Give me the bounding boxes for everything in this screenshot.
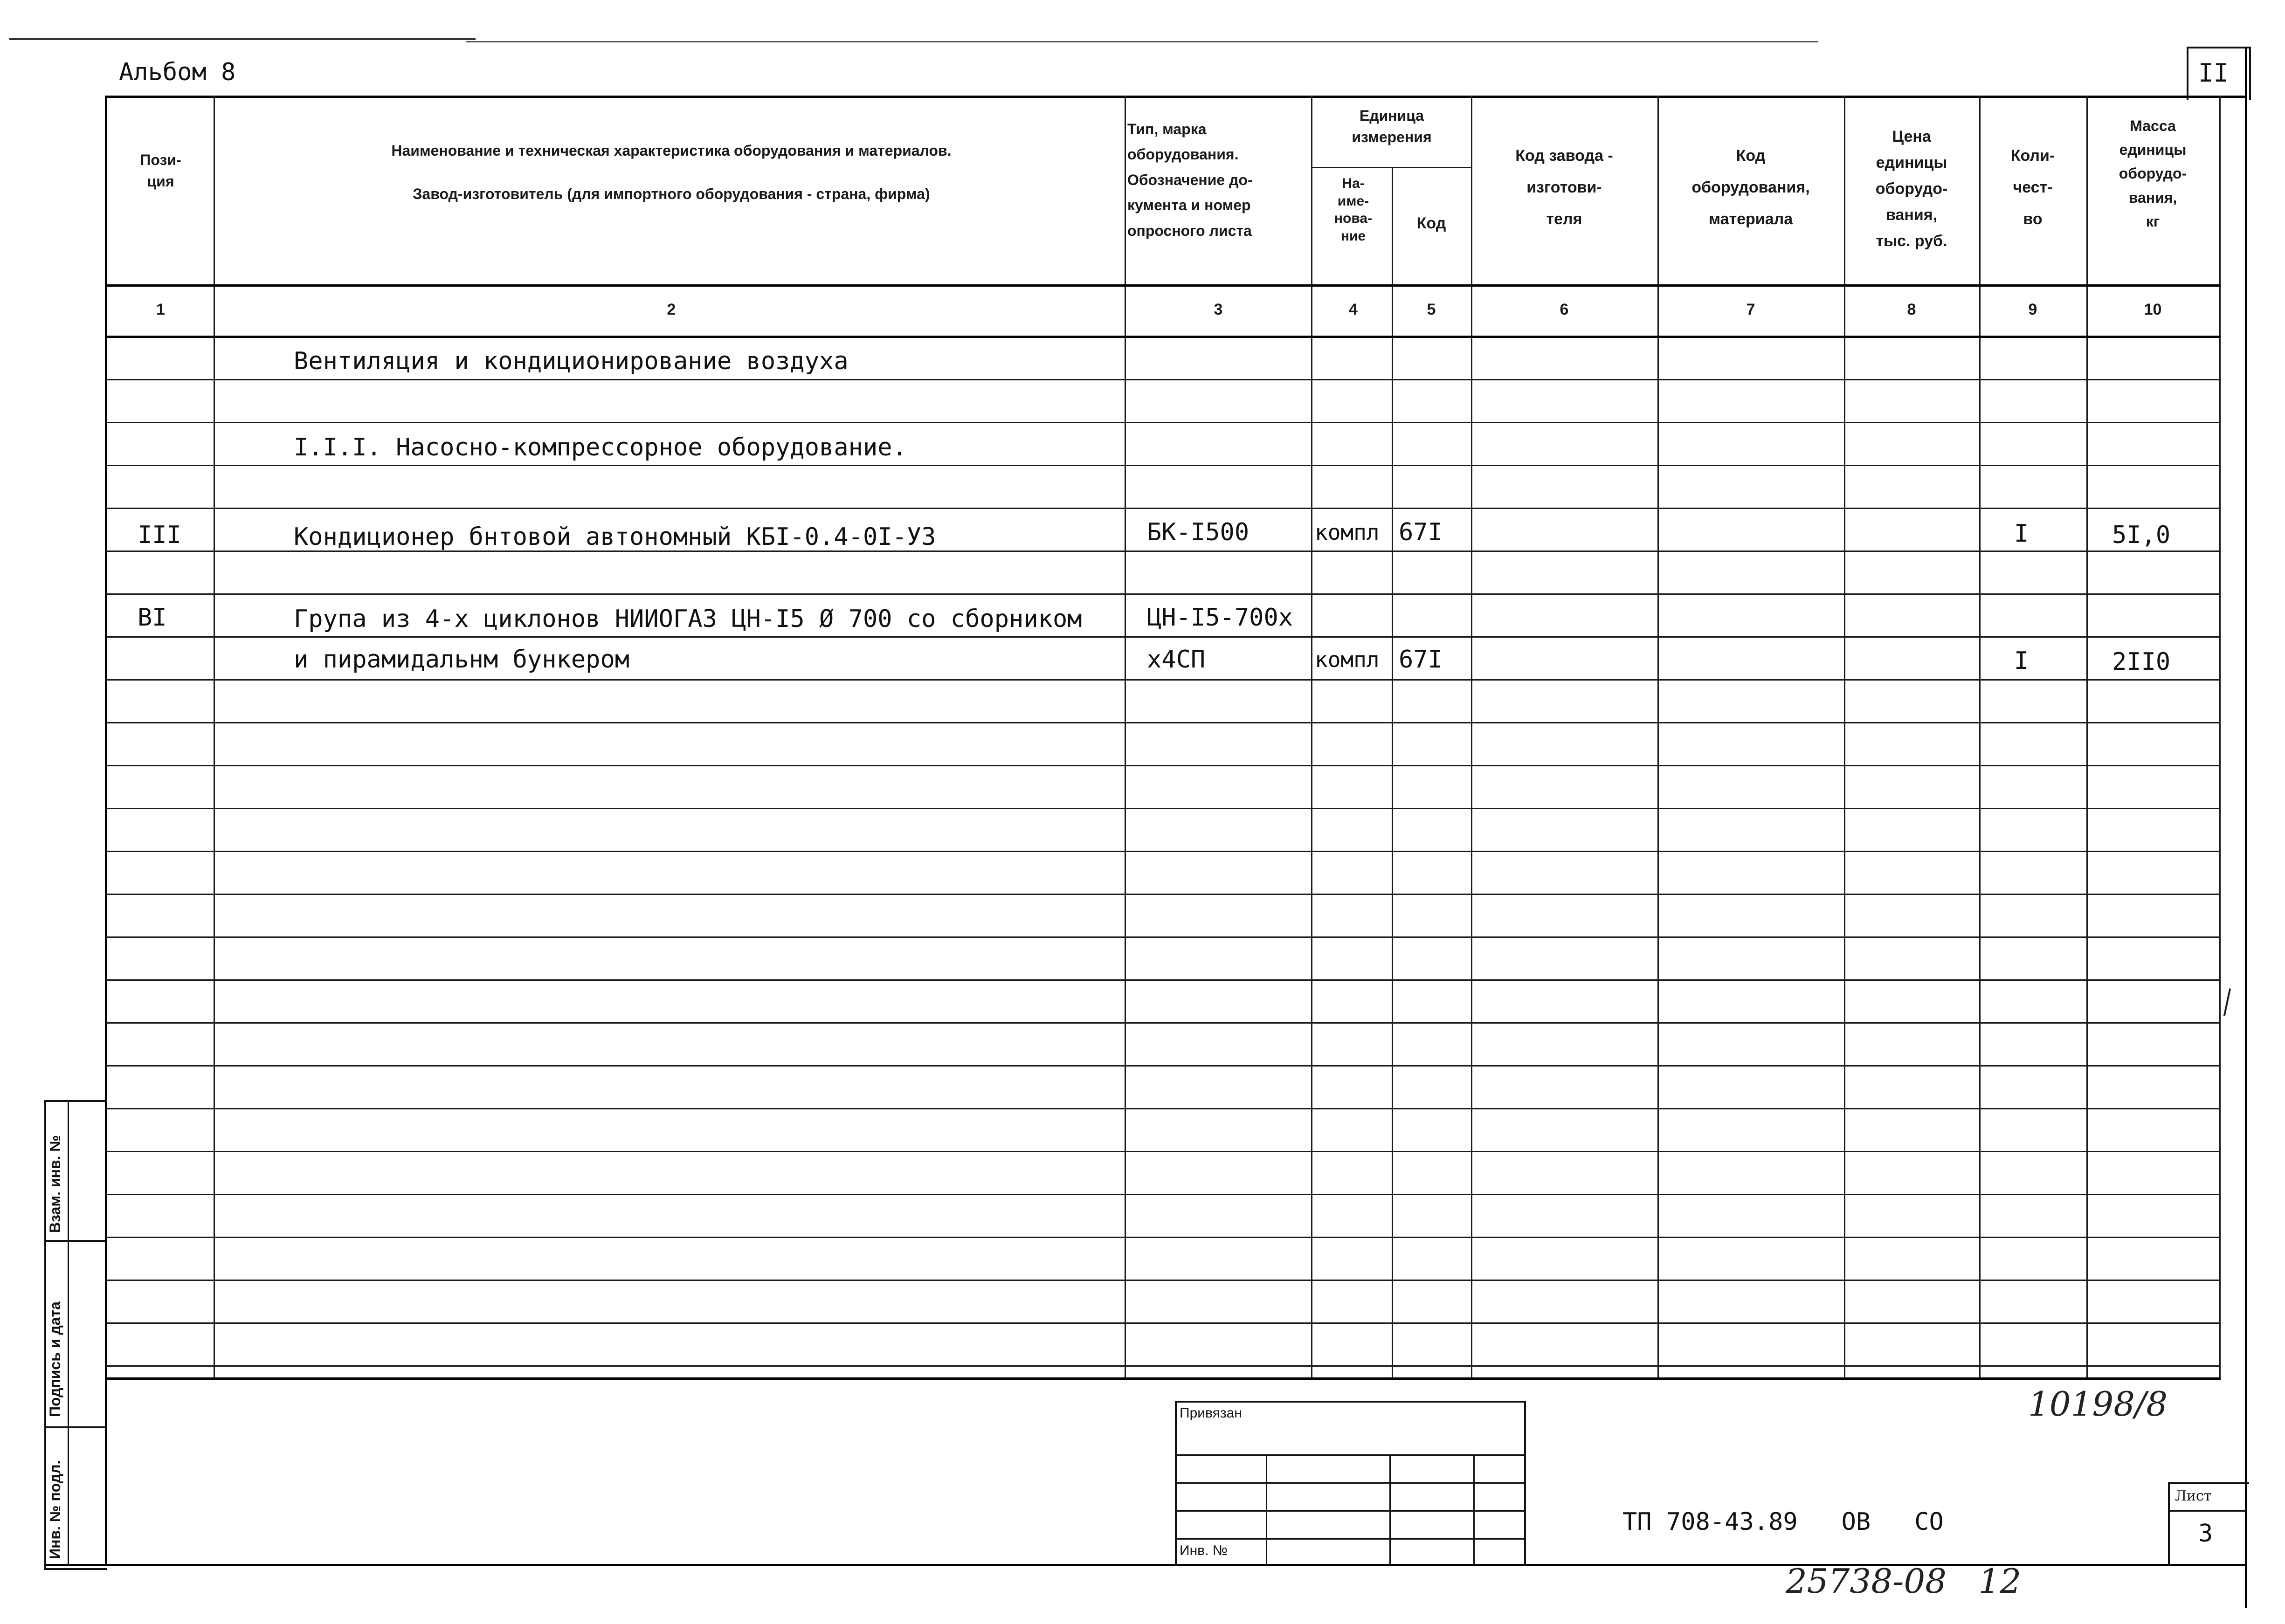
row-3-name: Кондиционер бнтовой автономный КБI-0.4-0I-У3 bbox=[294, 523, 936, 551]
col-num-9: 9 bbox=[2028, 301, 2037, 318]
row-3-pos: III bbox=[138, 521, 181, 549]
col-num-4: 4 bbox=[1349, 301, 1358, 318]
col-header-6: Код завода - изготови- теля bbox=[1515, 147, 1613, 228]
row-rule bbox=[106, 508, 2221, 509]
sheet-label: Лист bbox=[2175, 1488, 2212, 1504]
row-subsection-title: I.I.I. Насосно-компрессорное оборудование. bbox=[294, 434, 907, 461]
col-num-2: 2 bbox=[667, 301, 676, 318]
privyazan-hline-3 bbox=[1175, 1510, 1524, 1512]
document-code: ТП 708-43.89 ОВ СО bbox=[1622, 1508, 1944, 1536]
col-num-6: 6 bbox=[1560, 301, 1569, 318]
col-header-2: Наименование и техническая характеристика оборудования и материалов. Завод-изготовитель (для импортного оборудования - страна, фирма) bbox=[391, 142, 952, 202]
col-num-3: 3 bbox=[1214, 301, 1223, 318]
row-rule bbox=[106, 722, 2221, 723]
col-num-10: 10 bbox=[2144, 301, 2162, 318]
row-5-code: 67I bbox=[1399, 646, 1443, 674]
privyazan-vline-1 bbox=[1266, 1454, 1267, 1564]
column-divider bbox=[1311, 96, 1312, 1377]
col-header-5: Код bbox=[1416, 214, 1446, 232]
col-header-9: Коли- чест- во bbox=[2010, 147, 2055, 228]
side-stamp-inv: Инв. № подл. bbox=[47, 1460, 63, 1559]
row-rule bbox=[106, 851, 2221, 852]
frame-right bbox=[2245, 47, 2247, 1608]
col-num-5: 5 bbox=[1427, 301, 1436, 318]
row-rule bbox=[106, 894, 2221, 895]
row-rule bbox=[106, 1322, 2221, 1324]
column-divider bbox=[214, 96, 215, 1377]
col-header-1: Пози- ция bbox=[140, 151, 181, 190]
top-stray-line-2 bbox=[466, 41, 1818, 42]
row-4-pos: BI bbox=[138, 604, 167, 632]
side-stamp-vzam: Взам. инв. № bbox=[47, 1135, 63, 1233]
row-5-name: и пирамидальнм бункером bbox=[294, 646, 630, 674]
col-header-3: Тип, марка оборудования. Обозначение до- кумента и номер опросного листа bbox=[1127, 121, 1253, 239]
header-rule bbox=[106, 336, 2221, 338]
row-rule bbox=[106, 1065, 2221, 1067]
row-3-qty: I bbox=[2014, 520, 2029, 548]
col-num-1: 1 bbox=[156, 301, 165, 318]
column-divider bbox=[2219, 96, 2221, 1377]
inv-no-label: Инв. № bbox=[1180, 1543, 1228, 1558]
column-divider bbox=[1125, 96, 1126, 1377]
row-rule bbox=[106, 1280, 2221, 1281]
sheet-box-divider bbox=[2168, 1510, 2247, 1512]
row-rule bbox=[106, 593, 2221, 595]
corner-sheet-number: II bbox=[2198, 58, 2229, 88]
privyazan-label: Привязан bbox=[1180, 1405, 1242, 1421]
col-header-4: На- име- нова- ние bbox=[1334, 176, 1373, 244]
row-rule bbox=[106, 936, 2221, 938]
row-rule bbox=[106, 1151, 2221, 1152]
body-bottom-rule bbox=[106, 1377, 2221, 1380]
unit-group-divider bbox=[1311, 167, 1472, 168]
row-rule bbox=[106, 1237, 2221, 1238]
row-rule bbox=[106, 465, 2221, 466]
row-rule bbox=[106, 1022, 2221, 1024]
row-3-code: 67I bbox=[1399, 518, 1443, 546]
row-rule bbox=[106, 979, 2221, 981]
row-rule bbox=[106, 1365, 2221, 1367]
row-rule bbox=[106, 422, 2221, 423]
column-divider bbox=[1471, 96, 1472, 1377]
frame-top bbox=[105, 96, 2247, 98]
side-stamp-divider-1 bbox=[44, 1240, 105, 1242]
row-section-title: Вентиляция и кондиционирование воздуха bbox=[294, 347, 849, 375]
row-5-qty: I bbox=[2014, 647, 2029, 675]
row-rule bbox=[106, 765, 2221, 766]
album-label: Альбом 8 bbox=[119, 58, 236, 86]
col-num-8: 8 bbox=[1907, 301, 1916, 318]
row-rule bbox=[106, 1108, 2221, 1109]
row-3-type: БК-I500 bbox=[1147, 518, 1250, 546]
stray-mark bbox=[2223, 988, 2231, 1016]
col-header-8: Цена единицы оборудо- вания, тыс. руб. bbox=[1875, 128, 1948, 250]
side-stamp-signature: Подпись и дата bbox=[47, 1301, 63, 1417]
row-4-name: Група из 4-х циклонов НИИОГАЗ ЦН-I5 Ø 700 со сборником bbox=[294, 605, 1082, 633]
column-divider bbox=[2086, 96, 2088, 1377]
row-5-unit: компл bbox=[1315, 647, 1380, 672]
col-header-7: Код оборудования, материала bbox=[1691, 147, 1810, 228]
privyazan-vline-2 bbox=[1389, 1454, 1391, 1564]
unit-group-header: Единица измерения bbox=[1352, 107, 1432, 146]
header-rule bbox=[106, 284, 2221, 287]
row-4-type: ЦН-I5-700х bbox=[1147, 604, 1293, 632]
column-divider bbox=[1657, 96, 1659, 1377]
privyazan-hline-4 bbox=[1175, 1538, 1524, 1540]
row-rule bbox=[106, 379, 2221, 380]
row-5-type: х4СП bbox=[1147, 646, 1206, 674]
privyazan-vline-3 bbox=[1473, 1454, 1475, 1564]
row-3-unit: компл bbox=[1315, 520, 1380, 545]
row-rule bbox=[106, 1194, 2221, 1195]
privyazan-hline-2 bbox=[1175, 1482, 1524, 1484]
sheet-number: 3 bbox=[2198, 1520, 2213, 1548]
bottom-number: 25738-08 12 bbox=[1786, 1562, 2022, 1601]
col-num-7: 7 bbox=[1746, 301, 1755, 318]
row-rule bbox=[106, 808, 2221, 809]
side-stamp-col-divider bbox=[68, 1100, 69, 1566]
row-3-mass: 5I,0 bbox=[2112, 521, 2171, 549]
handwritten-number: 10198/8 bbox=[2028, 1384, 2168, 1424]
privyazan-hline-1 bbox=[1175, 1454, 1524, 1456]
column-divider bbox=[1844, 96, 1845, 1377]
side-stamp-divider-2 bbox=[44, 1426, 105, 1428]
top-stray-line bbox=[9, 38, 476, 40]
col-header-10: Масса единицы оборудо- вания, кг bbox=[2119, 117, 2187, 230]
row-rule bbox=[106, 636, 2221, 638]
column-divider bbox=[1392, 168, 1393, 1377]
row-5-mass: 2II0 bbox=[2112, 648, 2171, 676]
row-rule bbox=[106, 679, 2221, 681]
column-divider bbox=[1979, 96, 1981, 1377]
